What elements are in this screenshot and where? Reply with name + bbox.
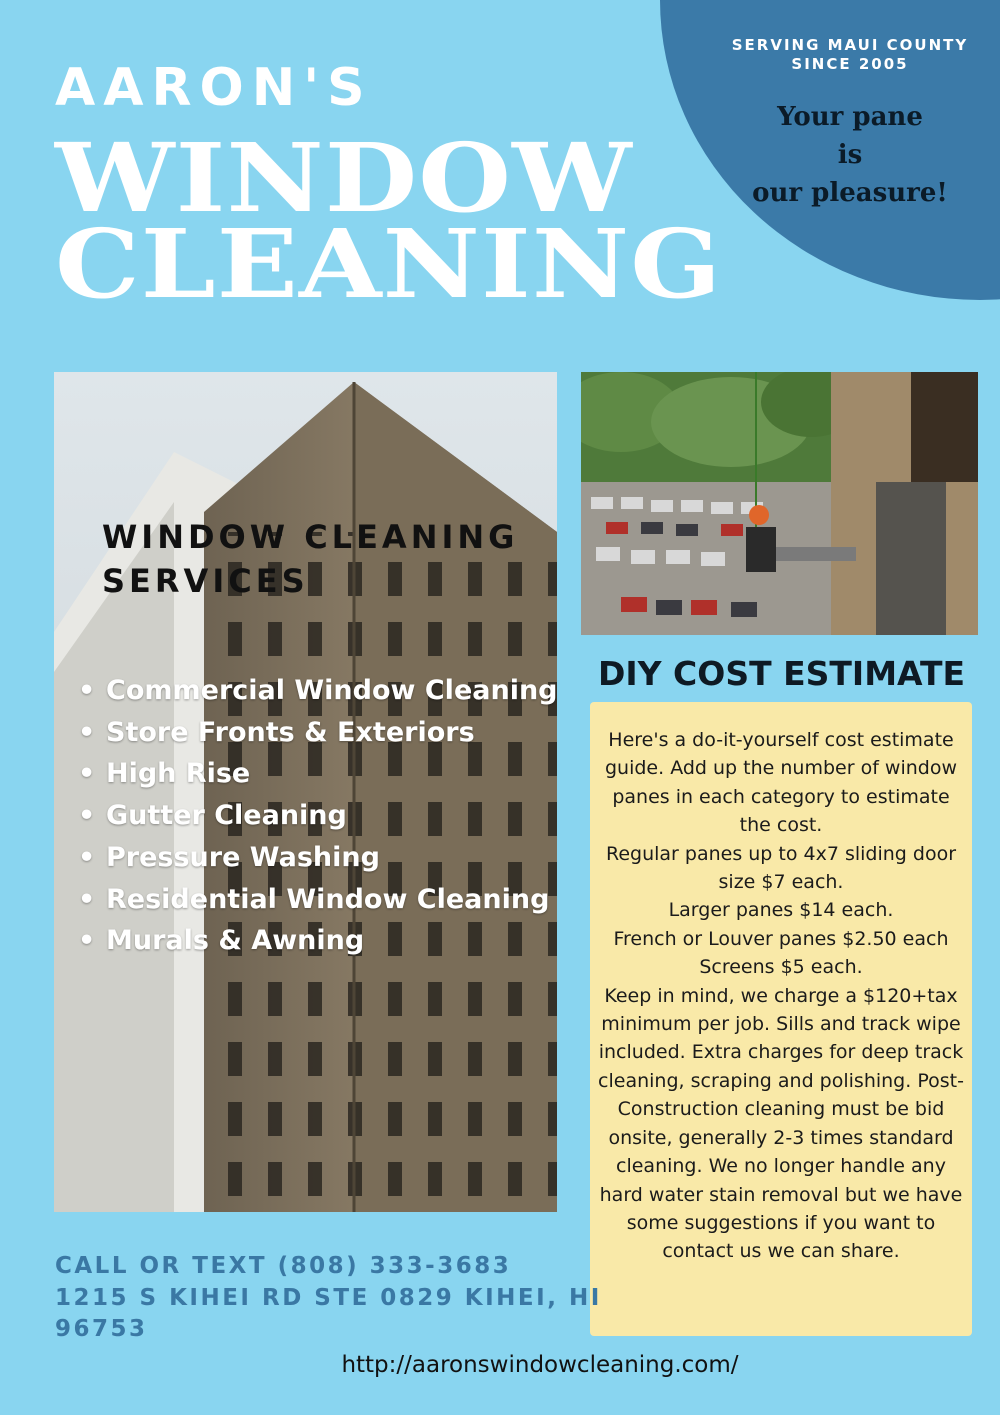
estimate-french: French or Louver panes $2.50 each <box>613 927 949 950</box>
services-title-line-2: SERVICES <box>102 562 309 600</box>
slogan-line-3: our pleasure! <box>752 178 948 208</box>
headline-line-2: CLEANING <box>55 209 723 320</box>
list-item: • High Rise <box>78 753 558 795</box>
website-link[interactable]: http://aaronswindowcleaning.com/ <box>341 1352 739 1378</box>
slogan <box>700 98 1000 212</box>
address-line-1: 1215 S KIHEI RD STE 0829 KIHEI, HI <box>55 1284 602 1311</box>
estimate-terms: Keep in mind, we charge a $120+tax minimum per job. Sills and track wipe included. Extra charges for deep track cleaning, scraping and polishing. Post-Construction cleaning must be bid onsite, generally 2-3 times standard cleaning. We no longer handle any hard water stain removal but we have some suggestions if you want to contact us we can share. <box>598 984 964 1263</box>
list-item: • Commercial Window Cleaning <box>78 670 558 712</box>
slogan-line-2: is <box>837 140 863 170</box>
headline <box>55 123 723 320</box>
estimate-larger: Larger panes $14 each. <box>668 899 894 922</box>
slogan-line-1: Your pane <box>777 102 923 132</box>
serving-since-text <box>700 36 1000 74</box>
headline-line-1: WINDOW <box>55 123 633 234</box>
services-title-line-1: WINDOW CLEANING <box>102 518 519 556</box>
serving-line-1: SERVING MAUI COUNTY <box>731 36 969 54</box>
estimate-intro: Here's a do-it-yourself cost estimate guide. Add up the number of window panes in each category to estimate the cost. <box>604 729 958 837</box>
serving-line-2: SINCE 2005 <box>791 55 909 73</box>
estimate-regular: Regular panes up to 4x7 sliding door size $7 each. <box>605 842 957 894</box>
address-line-2: 96753 <box>55 1316 148 1342</box>
contact-info <box>55 1251 602 1346</box>
business-name: AARON'S <box>55 58 373 118</box>
list-item: • Store Fronts & Exteriors <box>78 712 558 754</box>
diy-title: DIY COST ESTIMATE <box>598 654 966 693</box>
services-list <box>78 670 558 962</box>
rope-access-photo <box>581 372 978 635</box>
services-title <box>102 515 518 603</box>
list-item: • Pressure Washing <box>78 837 558 879</box>
phone-line: CALL OR TEXT (808) 333-3683 <box>55 1253 512 1279</box>
list-item: • Murals & Awning <box>78 920 558 962</box>
estimate-text <box>594 726 968 1266</box>
list-item: • Residential Window Cleaning <box>78 879 558 921</box>
estimate-screens: Screens $5 each. <box>699 956 863 979</box>
list-item: • Gutter Cleaning <box>78 795 558 837</box>
